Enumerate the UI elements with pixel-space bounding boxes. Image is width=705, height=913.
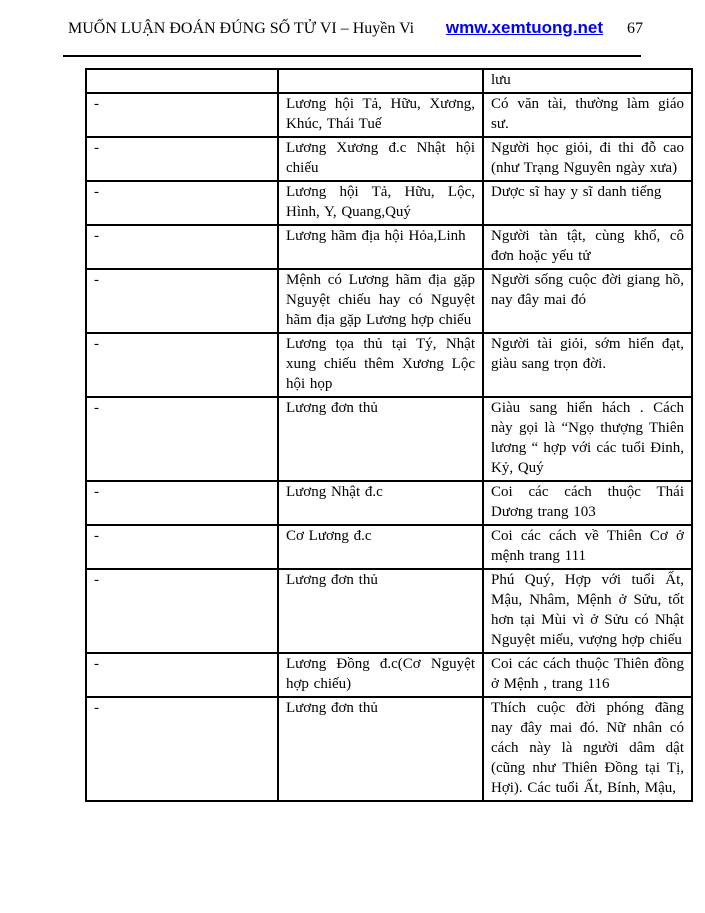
combination-cell: Lương Đồng đ.c(Cơ Nguyệt hợp chiếu) [278, 653, 483, 697]
dash-cell: - [86, 269, 278, 333]
dash-cell: - [86, 93, 278, 137]
meaning-cell: Coi các cách thuộc Thiên đồng ở Mệnh , trang 116 [483, 653, 692, 697]
combination-cell: Lương Nhật đ.c [278, 481, 483, 525]
page-title: MUỐN LUẬN ĐOÁN ĐÚNG SỐ TỬ VI – Huyền Vi [68, 20, 415, 37]
meaning-cell: Người tài giỏi, sớm hiển đạt, giàu sang trọn đời. [483, 333, 692, 397]
meaning-cell: Thích cuộc đời phóng đãng nay đây mai đó. Nữ nhân có cách này là người dâm dật (cũng như Thiên Đồng tại Tị, Hợi). Các tuổi Ất, Bính, Mậu, [483, 697, 692, 801]
meaning-cell: Dược sĩ hay y sĩ danh tiếng [483, 181, 692, 225]
meaning-cell: Giàu sang hiển hách . Cách này gọi là “Ngọ thượng Thiên lương “ hợp với các tuổi Đinh, Kỷ, Quý [483, 397, 692, 481]
dash-cell: - [86, 181, 278, 225]
page-number: 67 [627, 20, 643, 37]
table-row [86, 481, 692, 525]
dash-cell: - [86, 525, 278, 569]
table-row [86, 225, 692, 269]
combination-cell: Lương Xương đ.c Nhật hội chiếu [278, 137, 483, 181]
table-row [86, 333, 692, 397]
meaning-cell: Người tàn tật, cùng khổ, cô đơn hoặc yểu tử [483, 225, 692, 269]
combination-cell: Lương hãm địa hội Hỏa,Linh [278, 225, 483, 269]
table-row [86, 525, 692, 569]
table-row [86, 653, 692, 697]
combination-cell: Lương đơn thủ [278, 697, 483, 801]
header-divider-rule [63, 55, 641, 57]
combination-cell: Lương đơn thủ [278, 569, 483, 653]
dash-cell: - [86, 333, 278, 397]
combination-cell: Mệnh có Lương hãm địa gặp Nguyệt chiếu hay có Nguyệt hãm địa gặp Lương hợp chiếu [278, 269, 483, 333]
table-row [86, 697, 692, 801]
table-row [86, 137, 692, 181]
table-row [86, 269, 692, 333]
dash-cell: - [86, 653, 278, 697]
table-row [86, 397, 692, 481]
dash-cell: - [86, 397, 278, 481]
table-row [86, 93, 692, 137]
dash-cell: - [86, 137, 278, 181]
combination-cell: Lương tọa thủ tại Tý, Nhật xung chiếu thêm Xương Lộc hội họp [278, 333, 483, 397]
meaning-cell: Coi các cách thuộc Thái Dương trang 103 [483, 481, 692, 525]
meaning-cell: Có văn tài, thường làm giáo sư. [483, 93, 692, 137]
combination-cell: Lương hội Tả, Hữu, Xương, Khúc, Thái Tuế [278, 93, 483, 137]
meaning-cell: lưu [483, 69, 692, 93]
dash-cell [86, 69, 278, 93]
meaning-cell: Người sống cuộc đời giang hồ, nay đây mai đó [483, 269, 692, 333]
meaning-cell: Người học giỏi, đi thi đỗ cao (như Trạng Nguyên ngày xưa) [483, 137, 692, 181]
dash-cell: - [86, 569, 278, 653]
content-table [85, 68, 693, 802]
table-row [86, 569, 692, 653]
website-link[interactable]: wmw.xemtuong.net [445, 18, 603, 37]
combination-cell: Lương hội Tả, Hữu, Lộc, Hình, Y, Quang,Quý [278, 181, 483, 225]
page-header [68, 18, 643, 38]
combination-cell: Cơ Lương đ.c [278, 525, 483, 569]
dash-cell: - [86, 225, 278, 269]
combination-cell [278, 69, 483, 93]
table-row [86, 69, 692, 93]
dash-cell: - [86, 481, 278, 525]
meaning-cell: Phú Quý, Hợp với tuổi Ất, Mậu, Nhâm, Mệnh ở Sửu, tốt hơn tại Mùi vì ở Sửu có Nhật Nguyệt miếu, vượng hợp chiếu [483, 569, 692, 653]
meaning-cell: Coi các cách về Thiên Cơ ở mệnh trang 111 [483, 525, 692, 569]
dash-cell: - [86, 697, 278, 801]
table-row [86, 181, 692, 225]
combination-cell: Lương đơn thủ [278, 397, 483, 481]
table-body [86, 69, 692, 801]
